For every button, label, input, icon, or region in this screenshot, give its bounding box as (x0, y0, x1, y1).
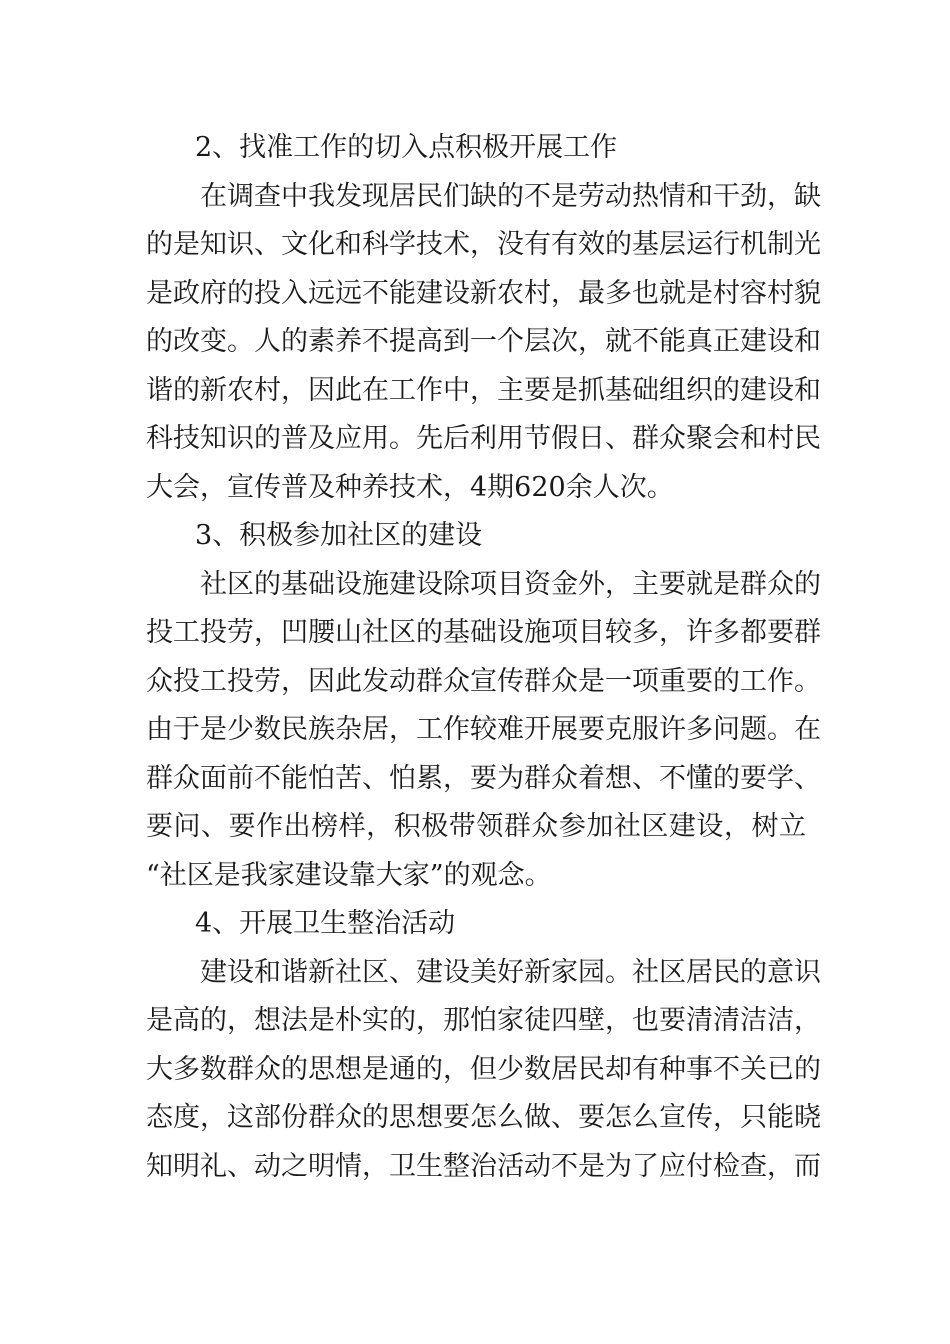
paragraph-line: 在调查中我发现居民们缺的不是劳动热情和干劲，缺 (200, 180, 821, 212)
paragraph-line: 是政府的投入远远不能建设新农村，最多也就是村容村貌 (146, 277, 821, 309)
paragraph-line: 群众面前不能怕苦、怕累，要为群众着想、不懂的要学、 (146, 762, 821, 794)
paragraph-line: 的改变。人的素养不提高到一个层次，就不能真正建设和 (146, 326, 821, 357)
section-heading: 2、找准工作的切入点积极开展工作 (195, 132, 618, 163)
paragraph-line: 众投工投劳，因此发动群众宣传群众是一项重要的工作。 (146, 665, 821, 697)
paragraph-line: 谐的新农村，因此在工作中，主要是抓基础组织的建设和 (146, 374, 821, 406)
paragraph-line: “社区是我家建设靠大家”的观念。 (146, 859, 552, 891)
paragraph-line: 大会，宣传普及种养技术，4期620余人次。 (146, 471, 674, 503)
paragraph-line: 要问、要作出榜样，积极带领群众参加社区建设，树立 (146, 811, 806, 842)
paragraph-line: 由于是少数民族杂居，工作较难开展要克服许多问题。在 (146, 714, 821, 745)
paragraph-line: 态度，这部份群众的思想要怎么做、要怎么宣传，只能晓 (146, 1102, 821, 1133)
paragraph-line: 投工投劳，凹腰山社区的基础设施项目较多，许多都要群 (146, 617, 821, 648)
paragraph-line: 科技知识的普及应用。先后利用节假日、群众聚会和村民 (146, 423, 821, 454)
paragraph-line: 的是知识、文化和科学技术，没有有效的基层运行机制光 (146, 229, 821, 260)
document-body (146, 124, 821, 1191)
paragraph-line: 建设和谐新社区、建设美好新家园。社区居民的意识 (200, 956, 821, 988)
section-heading: 4、开展卫生整治活动 (195, 908, 456, 939)
paragraph-line: 大多数群众的思想是通的，但少数居民却有种事不关已的 (146, 1053, 821, 1085)
paragraph-line: 社区的基础设施建设除项目资金外，主要就是群众的 (200, 568, 821, 600)
section-heading: 3、积极参加社区的建设 (195, 520, 483, 551)
paragraph-line: 是高的，想法是朴实的，那怕家徒四壁，也要清清洁洁， (146, 1005, 821, 1036)
paragraph-line: 知明礼、动之明情，卫生整治活动不是为了应付检查，而 (146, 1150, 821, 1182)
